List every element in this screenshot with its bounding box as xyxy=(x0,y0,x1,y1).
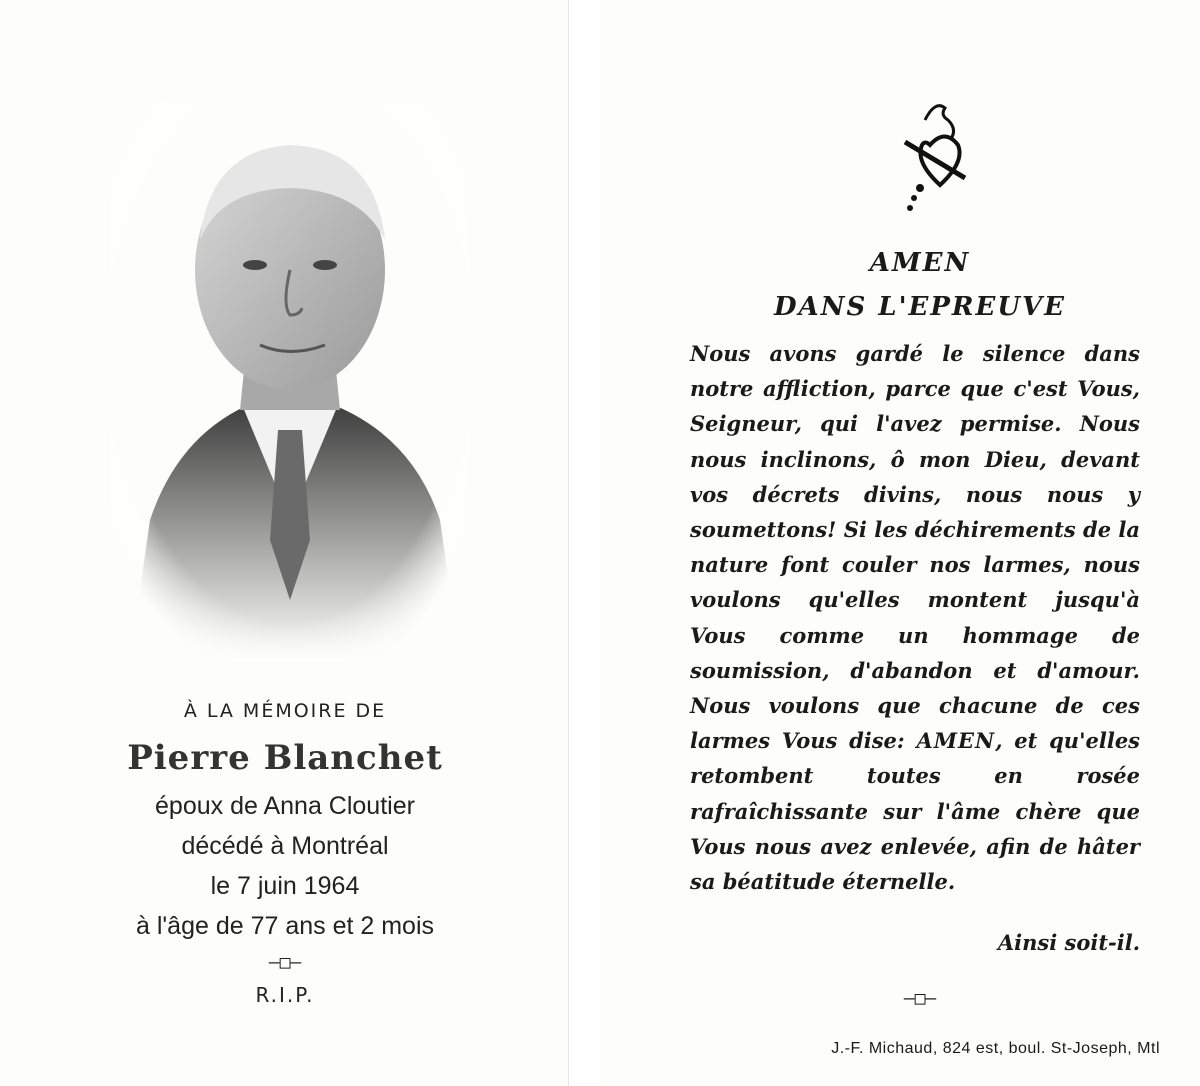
prayer-closing: Ainsi soit-il. xyxy=(997,930,1140,955)
rip-text: R.I.P. xyxy=(255,983,315,1007)
ornament-divider-right: —□— xyxy=(903,988,937,1009)
deceased-name: Pierre Blanchet xyxy=(127,738,443,778)
prayer-title-line2: DANS L'EPREUVE xyxy=(773,292,1066,322)
prayer-text xyxy=(690,336,1140,899)
death-place-line: décédé à Montréal xyxy=(181,832,389,860)
prayer-text-part2: , et qu'elles retombent toutes en rosée rafraîchissante sur l'âme chère que Vous nous avez enlevée, afin de hâter sa béatitude éternelle. xyxy=(690,728,1141,895)
memoire-heading: À LA MÉMOIRE DE xyxy=(183,700,387,722)
sacred-heart-icon xyxy=(880,100,980,220)
prayer-text-part1: Nous avons gardé le silence dans notre affliction, parce que c'est Vous, Seigneur, qui l'avez permise. Nous nous inclinons, ô mon Dieu, devant vos décrets divins, nous nous y soumettons! Si les déchirements de la nature font couler nos larmes, nous voulons qu'elles montent jusqu'à Vous comme un hommage de soumission, d'abandon et d'amour. Nous voulons que chacune de ces larmes Vous dise: xyxy=(690,341,1140,754)
spouse-line: époux de Anna Cloutier xyxy=(155,792,415,820)
prayer-amen-word: AMEN xyxy=(916,728,996,754)
portrait-photo xyxy=(110,100,470,660)
ornament-divider: —□— xyxy=(268,952,302,973)
age-line: à l'âge de 77 ans et 2 mois xyxy=(135,912,435,940)
publisher-line: J.-F. Michaud, 824 est, boul. St-Joseph, Mtl xyxy=(831,1040,1160,1057)
death-date-line: le 7 juin 1964 xyxy=(210,872,360,900)
prayer-title-line1: AMEN xyxy=(869,248,971,278)
memorial-card-front xyxy=(0,0,569,1086)
memorial-card-back xyxy=(600,0,1200,1086)
memorial-text-block xyxy=(40,700,530,1007)
